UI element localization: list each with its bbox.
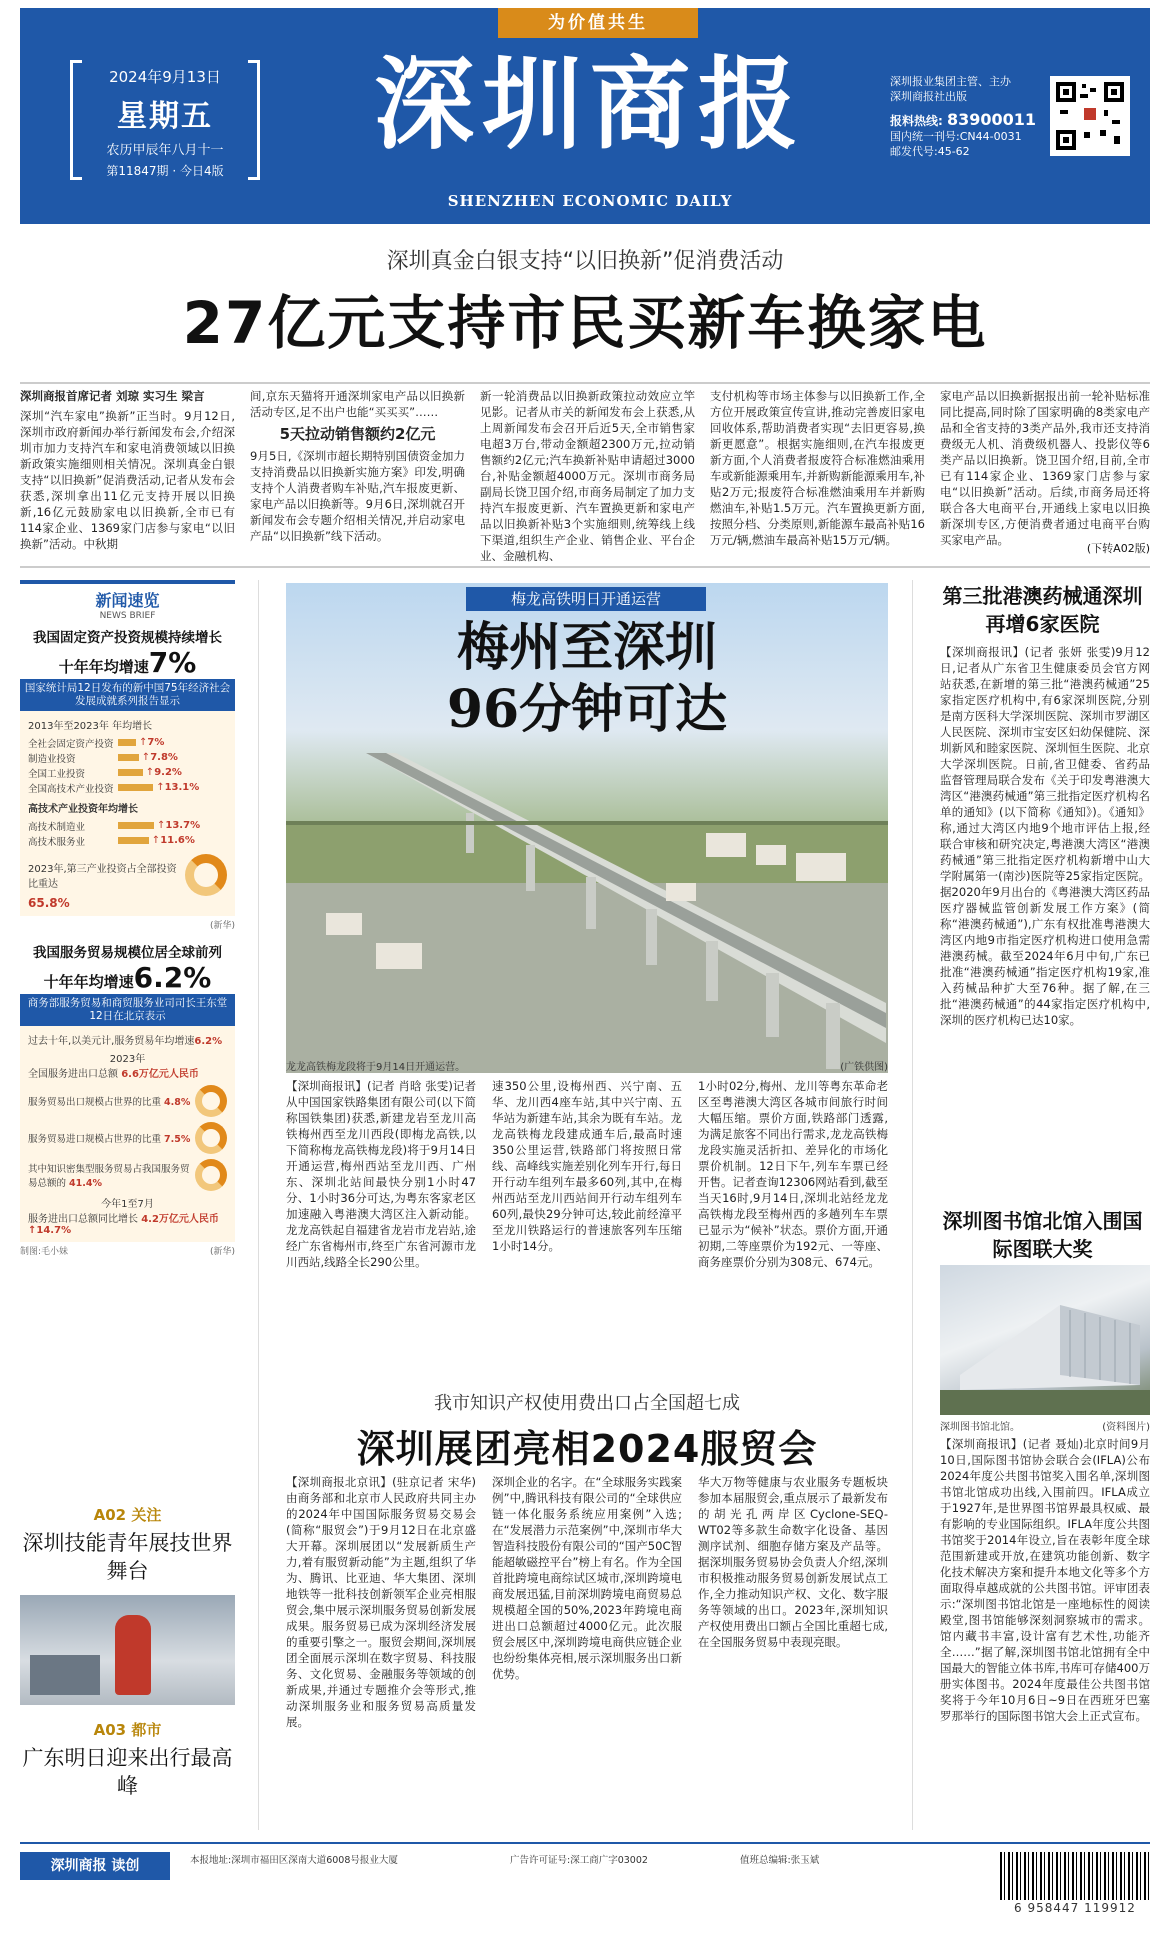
post-code: 邮发代号:45-62 — [890, 145, 970, 158]
brief-1-source: 国家统计局12日发布的新中国75年经济社会发展成就系列报告显示 — [20, 679, 235, 711]
publisher-line: 深圳报业集团主管、主办 — [890, 75, 1011, 88]
pie-ring-icon — [185, 854, 227, 896]
lead-col-1: 深圳商报首席记者 刘琼 实习生 梁言 深圳“汽车家电”换新”正当时。9月12日,深圳市政府新闻办举行新闻发布会,介绍深圳市加力支持汽车和家电消费领域以旧换新政策实施细则相关情况。深圳真金白银支持“以旧换新”促消费活动,记者从发布会获悉,深圳拿出11亿元支持开展以旧换新,16亿元鼓励家电以旧换新,全市已有114家企业、1369家门店参与家电“以旧换新”活动。中秋期 — [20, 389, 235, 551]
news-brief-header — [20, 580, 235, 621]
chart-maker: 制图:毛小妹 — [20, 1247, 69, 1257]
library-building-illustration — [940, 1265, 1150, 1415]
brief-1-stat: 十年年均增速7% — [58, 646, 197, 679]
hightech-growth-row — [28, 818, 227, 833]
growth-bar — [118, 769, 143, 776]
footer-editor: 值班总编辑:张玉斌 — [740, 1855, 820, 1866]
brief-2-source: 商务部服务贸易和商贸服务业司司长王东堂12日在北京表示 — [20, 994, 235, 1026]
brief-2-chart: 过去十年,以美元计,服务贸易年均增速6.2% 2023年 全国服务进出口总额 6.6万亿元人民币 服务贸易出口规模占世界的比重 4.8% 服务贸易进口规模占世界的比重 7.5% 其中知识密集型服务贸易占我国服务贸易总额的 41.4% 今年1至7月 服务进出口总额同比增长 4.2万亿元人民币 ↑14.7% — [20, 1026, 235, 1242]
column-rule — [912, 580, 913, 1830]
up-arrow-icon: ↑ — [151, 835, 161, 846]
brief-1-chart: 2013年至2023年 年均增长 全社会固定资产投资 ↑ 7% 制造业投资 ↑ 7.8% 全国工业投资 ↑ 9.2% 全国高技术产业投资 ↑ 13.1% 高技术产业投资年均增长 高技术制造业 ↑ 13.7% 高技术服务业 ↑ 11.6% 2023年,第三产业投资占全部投资比重达 65.8% — [20, 711, 235, 916]
divider — [20, 566, 1150, 568]
share-value: 7.5% — [164, 1134, 191, 1145]
news-brief — [20, 580, 235, 1257]
servetrade-headline[interactable]: 深圳展团亮相2024服贸会 — [356, 1427, 818, 1471]
date-box — [70, 60, 260, 180]
publisher-info — [890, 74, 1050, 159]
library-photo — [940, 1265, 1150, 1415]
publisher-line-2: 深圳商报社出版 — [890, 90, 967, 103]
up-arrow-icon: ↑ — [145, 767, 155, 778]
up-arrow-icon: ↑ — [157, 820, 166, 831]
rail-col-2: 速350公里,设梅州西、兴宁南、五华、龙川西4座车站,其中兴宁南、五华站为新建车站,其余为既有车站。龙龙高铁梅龙段建成通车后,最高时速350公里运营,铁路部门将按照日常线、高峰线实施差别化列车开行,每日开行动车组列车最多60列,其中,在梅州西站至龙川西站间开行动车组列车60列,最快29分钟可达,较此前经漳平至龙川铁路运行的普速旅客列车压缩1小时14分。 — [492, 1079, 682, 1253]
share-row — [28, 1159, 227, 1191]
footer-logo: 深圳商报 读创 — [20, 1852, 170, 1880]
a03-tag: A03 都市 — [93, 1721, 162, 1739]
footer-address: 本报地址:深圳市福田区深南大道6008号报业大厦 — [190, 1855, 398, 1866]
lead-col-4: 支付机构等市场主体参与以旧换新工作,全方位开展政策宣传宣讲,推动完善废旧家电回收体系,帮助消费者实现“去旧更容易,换新更愿意”。根据实施细则,在汽车报废更新方面,个人消费者报废符合标准燃油乘用车或新能源乘用车,并新购新能源乘用车,补贴2万元;报废符合标准燃油乘用车并新购燃油车,补贴1.5万元。汽车置换更新方面,按照分档、分类原则,新能源车最高补贴16万元/辆,燃油车最高补贴15万元/辆。 — [710, 389, 925, 547]
date-bracket-right — [248, 60, 260, 180]
growth-bar — [118, 754, 139, 761]
issue-weekday: 星期五 — [117, 99, 213, 134]
rail-caption: 龙龙高铁梅龙段将于9月14日开通运营。 (广铁供图) — [286, 1058, 888, 1073]
hightech-growth-label: 高技术制造业 — [28, 821, 86, 833]
growth-row — [28, 750, 227, 765]
servetrade-col-2: 深圳企业的名字。在“全球服务实践案例”中,腾讯科技有限公司的“全球供应链一体化服务系统应用案例”入选;在“发展潜力示范案例”中,深圳市华大智造科技股份有限公司的“国产50C智能超敏磁控平台”榜上有名。作为全国首批跨境电商综试区城市,深圳跨境电商发展迅猛,目前深圳跨境电商贸易总规模超全国的50%,2023年跨境电商进出口总额超过4000亿元。此次服贸会展区中,深圳跨境电商供应链企业也纷纷集体亮相,展示深圳服务出口新优势。 — [492, 1475, 682, 1681]
divider — [20, 382, 1150, 384]
share-value: 4.8% — [164, 1097, 191, 1108]
servetrade-kicker: 我市知识产权使用费出口占全国超七成 — [434, 1393, 740, 1414]
brief-1-bars-2 — [28, 818, 227, 848]
servetrade-col-1: 【深圳商报北京讯】(驻京记者 宋华)由商务部和北京市人民政府共同主办的2024年中国国际服务贸易交易会(简称“服贸会”)于9月12日在北京盛大开幕。深圳展团以“发展新质生产力,着有服贸新动能”为主题,组织了华为、腾讯、比亚迪、华大集团、深圳地铁等一批科技创新领军企业亮相服贸会,集中展示深圳服务贸易创新发展成果。服务贸易已成为深圳经济发展的重要引擎之一。服贸会期间,深圳展团全面展示深圳在数字贸易、科技服务、文化贸易、金融服务等领域的创新成果,并通过专题推介会等形式,推动深圳服务业和服务贸易高质量发展。 — [286, 1475, 476, 1729]
brief-1-bars — [28, 735, 227, 795]
pie-ring-icon — [195, 1122, 227, 1154]
growth-bar — [118, 739, 136, 746]
a02-photo — [20, 1595, 235, 1705]
up-arrow-icon: ↑ — [156, 782, 165, 793]
column-rule — [258, 580, 259, 1830]
lead-subhead: 5天拉动销售额约2亿元 — [279, 425, 436, 443]
rail-col-3: 1小时02分,梅州、龙川等粤东革命老区至粤港澳大湾区各城市间旅行时间大幅压缩。票价方面,铁路部门透露,为满足旅客不同出行需求,龙龙高铁梅龙段实施灵活折扣、差异化的市场化票价机制。12日下午,列车车票已经开售。记者查询12306网站看到,截至当天16时,9月14日,深圳北站经龙龙高铁梅龙段至梅州西的多趟列车车票已显示为“候补”状态。票价方面,开通初期,二等座票价为192元、一等座、商务座票价分别为308元、674元。 — [698, 1079, 888, 1269]
rail-photo-credit: (广铁供图) — [840, 1062, 888, 1073]
brief-1-ring-row: 2023年,第三产业投资占全部投资比重达 — [28, 854, 227, 896]
growth-row — [28, 735, 227, 750]
growth-bar — [118, 784, 153, 791]
a03-title[interactable]: 广东明日迎来出行最高峰 — [22, 1746, 233, 1798]
machine-shape — [30, 1655, 100, 1695]
barcode-number: 6 958447 119912 — [1014, 1901, 1136, 1915]
library-body: 【深圳商报讯】(记者 聂灿)北京时间9月10日,国际图书馆协会联合会(IFLA)公布2024年度公共图书馆奖入围名单,深圳图书馆北馆成功出线,入围前四。IFLA成立于1927年,是世界图书馆界最具权威、最有影响的专业国际组织。IFLA年度公共图书馆奖于2014年设立,旨在表彰年度全球范围新建或开放,在建筑功能创新、数字化技术解决方案和提升本地文化等多个方面取得卓越成就的公共图书馆。评审团表示:“深圳图书馆北馆是一座地标性的阅读殿堂,图书馆能够深刻洞察城市的需求。馆内藏书丰富,设计富有艺术性,功能齐全……”据了解,深圳图书馆北馆拥有全中国最大的智能立体书库,书库可存储400万册实体图书。2024年度最佳公共图书馆奖将于今年10月6日~9日在西班牙巴塞罗那举行的国际图书馆大会上正式宣布。 — [940, 1437, 1150, 1723]
cn-code: 国内统一刊号:CN44-0031 — [890, 130, 1022, 143]
lead-kicker: 深圳真金白银支持“以旧换新”促消费活动 — [386, 249, 784, 274]
growth-label: 全国高技术产业投资 — [28, 783, 114, 795]
pie-ring-icon — [195, 1085, 227, 1117]
share-row — [28, 1122, 227, 1154]
hkmacao-headline[interactable]: 第三批港澳药械通深圳再增6家医院 — [942, 584, 1143, 636]
a02-tag: A02 关注 — [93, 1506, 162, 1524]
lead-byline: 深圳商报首席记者 刘琼 实习生 梁言 — [20, 389, 205, 403]
a02-title[interactable]: 深圳技能青年展技世界舞台 — [22, 1531, 233, 1583]
masthead-slogan: 为价值共生 — [498, 8, 698, 38]
newspaper-logo-en: SHENZHEN ECONOMIC DAILY — [447, 192, 733, 210]
masthead — [20, 8, 1150, 224]
library-photo-credit: (资料图片) — [1102, 1422, 1150, 1433]
share-label: 服务贸易出口规模占世界的比重 4.8% — [28, 1097, 191, 1108]
growth-label: 制造业投资 — [28, 753, 76, 765]
growth-label: 全国工业投资 — [28, 768, 86, 780]
growth-value: 13.1% — [164, 782, 200, 793]
rail-kicker: 梅龙高铁明日开通运营 — [466, 587, 706, 611]
hightech-growth-bar — [118, 822, 154, 829]
hightech-growth-value: 13.7% — [165, 820, 201, 831]
continued-note[interactable]: (下转A02版) — [1086, 542, 1150, 555]
growth-value: 9.2% — [154, 767, 182, 778]
library-caption: 深圳图书馆北馆。 (资料图片) — [940, 1418, 1150, 1433]
footer-ad-license: 广告许可证号:深工商广字03002 — [510, 1855, 648, 1866]
barcode-icon — [1000, 1852, 1150, 1900]
share-value: 41.4% — [69, 1178, 102, 1189]
brief-2-rings — [28, 1085, 227, 1191]
hotline-number: 83900011 — [947, 110, 1037, 129]
lunar-date: 农历甲辰年八月十一 — [106, 143, 224, 158]
issue-number: 第11847期 · 今日4版 — [106, 164, 224, 178]
newspaper-logo: 深圳商报 — [374, 45, 806, 163]
up-arrow-icon: ↑ — [141, 752, 151, 763]
hightech-growth-row — [28, 833, 227, 848]
hightech-growth-label: 高技术服务业 — [28, 836, 86, 848]
footer — [20, 1842, 1150, 1927]
rail-headline[interactable]: 梅州至深圳 96分钟可达 — [446, 617, 728, 740]
share-row — [28, 1085, 227, 1117]
brief-1-credit: (新华) — [209, 921, 235, 931]
growth-row — [28, 765, 227, 780]
rail-col-1: 【深圳商报讯】(记者 肖晗 张雯)记者从中国国家铁路集团有限公司(以下简称国铁集团)获悉,新建龙岩至龙川高铁梅州西至龙川西段(即梅龙高铁,以下简称梅龙高铁梅龙段)将于9月14日开通运营,梅州西站至龙川西、广州东、深圳北站间最快分别1小时47分、1小时36分可达,为粤东客家老区加速融入粤港澳大湾区注入新动能。龙龙高铁起自福建省龙岩市龙岩站,途经广东省梅州市,终至广东省河源市龙川西站,线路全长290公里。 — [286, 1079, 476, 1269]
a02-teaser[interactable] — [20, 1498, 235, 1800]
pie-ring-icon — [195, 1159, 227, 1191]
library-headline[interactable]: 深圳图书馆北馆入围国际图联大奖 — [942, 1209, 1143, 1261]
share-label: 其中知识密集型服务贸易占我国服务贸易总额的 41.4% — [28, 1164, 190, 1189]
servetrade-col-3: 华大万物等健康与农业服务专题板块参加本届服贸会,重点展示了最新发布的胡光孔两岸区Cyclone-SEQ-WT02等多款生命数字化设备、基因测序试剂、细胞存储方案及产品等。据深圳服务贸易协会负责人介绍,深圳市积极推动服务贸易创新发展试点工作,全力推动知识产权、文化、数字服务等领域的出口。2023年,深圳知识产权使用费出口额占全国比重超七成,在全国服务贸易中表现亮眼。 — [698, 1475, 888, 1649]
issue-date: 2024年9月13日 — [109, 68, 221, 86]
lead-col-3: 新一轮消费品以旧换新政策拉动效应立竿见影。记者从市关的新闻发布会上获悉,从上周新闻发布会召开后近5天,全市销售家电超3万台,带动金额超2300万元,拉动销售额约2亿元;汽车换新补贴申请超过3000台,补贴金额超4000万元。深圳市商务局副局长饶卫国介绍,市商务局制定了加力支持汽车报废更新、汽车置换更新和家电产品以旧换新补贴3个实施细则,统筹线上线下渠道,组织生产企业、销售企业、平台企业、金融机构、 — [480, 389, 695, 563]
lead-col-2: 间,京东天猫将开通深圳家电产品以旧换新活动专区,足不出户也能“买买买”…… 5天拉动销售额约2亿元 9月5日,《深圳市超长期特别国债资金加力支持消费品以旧换新实施方案》印发,明确支持个人消费者购车补贴,汽车报废更新、家电产品以旧换新等。9月6日,深圳就召开新闻发布会专题介绍相关情况,并启动家电产品“以旧换新”线下活动。 — [250, 389, 465, 543]
worker-figure-icon — [115, 1615, 151, 1695]
growth-row — [28, 780, 227, 795]
rail-photo — [286, 583, 888, 1073]
news-brief-title: 新闻速览 — [95, 591, 160, 610]
brief-1-ring-value: 65.8% — [28, 896, 70, 910]
hightech-growth-bar — [118, 837, 149, 844]
lead-headline[interactable]: 27亿元支持市民买新车换家电 — [182, 289, 988, 357]
share-label: 服务贸易进口规模占世界的比重 7.5% — [28, 1134, 191, 1145]
up-arrow-icon: ↑ — [139, 737, 148, 748]
qr-code-icon[interactable] — [1050, 76, 1130, 156]
hightech-growth-value: 11.6% — [160, 835, 195, 846]
brief-2-title[interactable]: 我国服务贸易规模位居全球前列 — [33, 945, 222, 961]
growth-label: 全社会固定资产投资 — [28, 738, 114, 750]
hotline: 报料热线: 83900011 — [890, 110, 1037, 129]
hkmacao-body: 【深圳商报讯】(记者 张妍 张雯)9月12日,记者从广东省卫生健康委员会官方网站获悉,在新增的第三批“港澳药械通”25家指定医疗机构中,有6家深圳医院,分别是南方医科大学深圳医院、深圳市罗湖区人民医院、深圳市宝安区妇幼保健院、深圳新风和睦家医院、深圳恒生医院、北京大学深圳医院。日前,省卫健委、省药品监督管理局联合发布《关于印发粤港澳大湾区“港澳药械通”第三批指定医疗机构名单的通知》(以下简称《通知》)。《通知》称,通过大湾区内地9个地市评估上报,经联合审核和研究决定,粤港澳大湾区“港澳药械通”第三批指定医疗机构新增中山大学附属第一(南沙)医院等25家指定医院。据2020年9月出台的《粤港澳大湾区药品医疗器械监管创新发展工作方案》(简称“港澳药械通”),广东有权批准粤港澳大湾区内地9市指定医疗机构进口使用急需港澳药械。截至2024年6月中旬,广东已批准“港澳药械通”指定医疗机构19家,准入药械品种扩大至76种。据了解,在三批“港澳药械通”的44家指定医疗机构中,深圳的医疗机构已达10家。 — [940, 645, 1150, 1027]
news-brief-title-en: NEWS BRIEF — [99, 611, 156, 621]
growth-value: 7% — [147, 737, 165, 748]
brief-1-title[interactable]: 我国固定资产投资规模持续增长 — [33, 630, 222, 646]
growth-value: 7.8% — [150, 752, 178, 763]
brief-2-credit: (新华) — [209, 1247, 235, 1257]
lead-col-5: 家电产品以旧换新据报出前一轮补贴标准同比提高,同时除了国家明确的8类家电产品和全省支持的3类产品外,我市还支持消费级无人机、消费级机器人、投影仪等6类产品以旧换新。饶卫国介绍,目前,全市已有114家企业、1369家门店参与家电“以旧换新”活动。后续,市商务局还将联合各大电商平台,开通线上家电以旧换新深圳专区,方便消费者通过电商平台购买家电产品。 — [940, 389, 1150, 547]
date-bracket-left — [70, 60, 82, 180]
brief-2-stat: 十年年均增速6.2% — [43, 961, 212, 994]
